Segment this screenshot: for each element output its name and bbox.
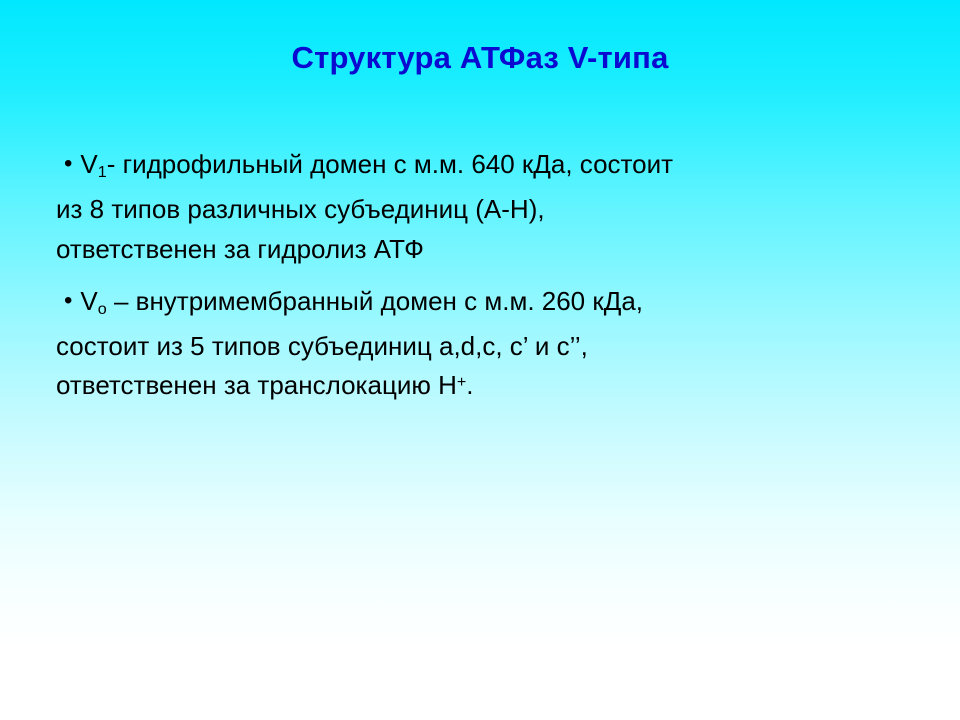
vo-text: – внутримембранный домен с м.м. 260 кДа,: [106, 285, 644, 316]
v1-subscript: 1: [97, 163, 107, 182]
bullet-item-v1-line-1: [56, 148, 936, 183]
v1-label: V: [80, 149, 98, 179]
slide-body: [56, 148, 936, 403]
vo-line3-post: .: [466, 370, 474, 401]
proton-superscript: +: [456, 373, 467, 392]
bullet-icon: •: [64, 150, 73, 177]
bullet-item-vo-line-3: [56, 369, 936, 403]
bullet-item-v1-line-2: из 8 типов различных субъединиц (A-H),: [56, 193, 545, 224]
bullet-item-v1-line-3: ответственен за гидролиз АТФ: [56, 233, 424, 264]
bullet-item-vo-line-1: [56, 285, 936, 320]
vo-label: V: [80, 285, 98, 316]
bullet-item-vo-line-2: состоит из 5 типов субъединиц a,d,c, c’ и c’’,: [56, 330, 588, 361]
bullet-icon: •: [64, 286, 73, 314]
v1-text: - гидрофильный домен с м.м. 640 кДа, состоит: [106, 149, 674, 179]
page-title: Структура АТФаз V-типа: [291, 40, 669, 75]
vo-subscript: o: [97, 299, 107, 318]
vo-line3-pre: ответственен за транслокацию H: [56, 370, 457, 401]
